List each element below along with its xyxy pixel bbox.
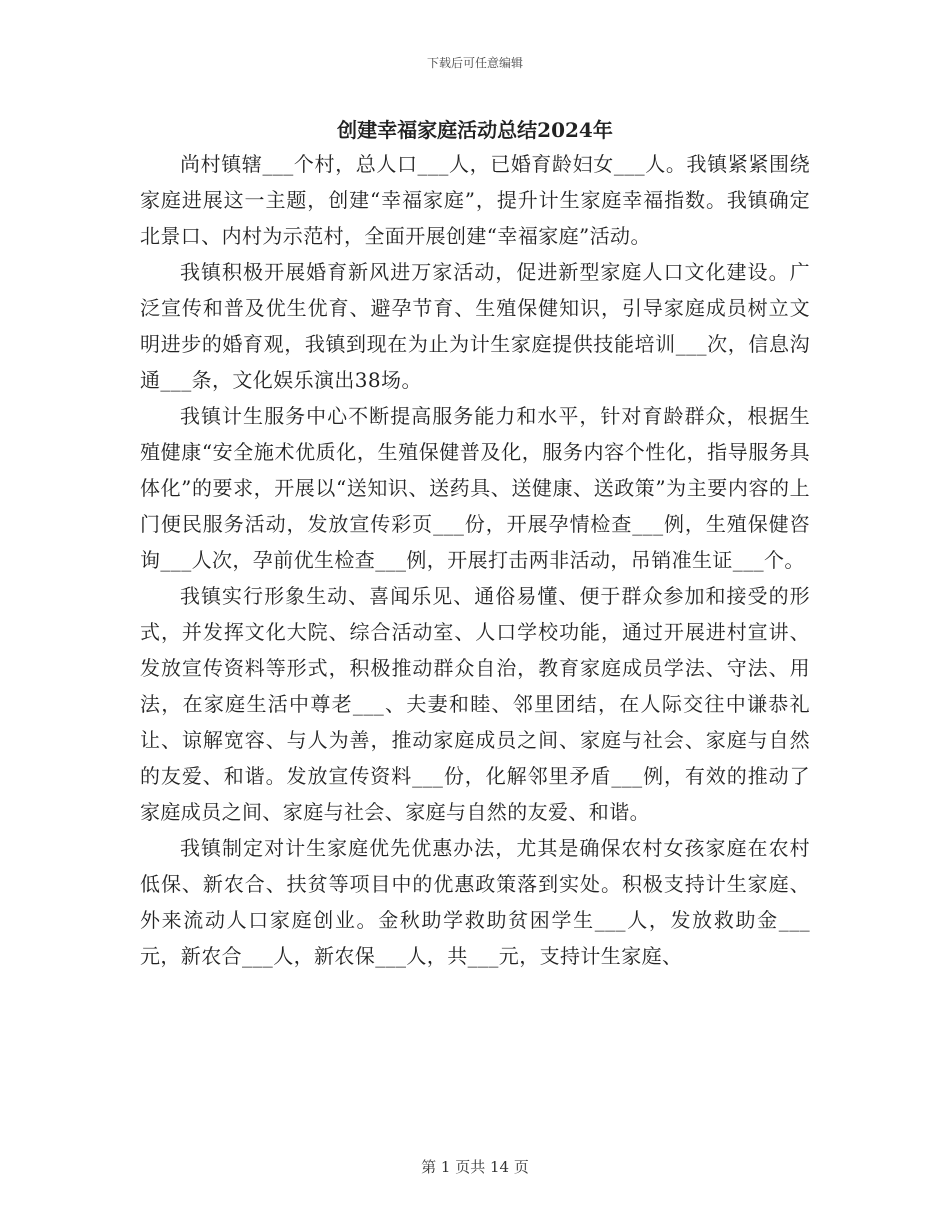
paragraph-5: 我镇制定对计生家庭优先优惠办法，尤其是确保农村女孩家庭在农村低保、新农合、扶贫等项目中的优惠政策落到实处。积极支持计生家庭、外来流动人口家庭创业。金秋助学救助贫困学生___人，发放救助金___元，新农合___人，新农保___人，共___元，支持计生家庭、 xyxy=(140,836,810,968)
document-title: 创建幸福家庭活动总结2024年 xyxy=(337,118,613,142)
paragraph-4: 我镇实行形象生动、喜闻乐见、通俗易懂、便于群众参加和接受的形式，并发挥文化大院、综合活动室、人口学校功能，通过开展进村宣讲、发放宣传资料等形式，积极推动群众自治，教育家庭成员学法、守法、用法，在家庭生活中尊老___、夫妻和睦、邻里团结，在人际交往中谦恭礼让、谅解宽容、与人为善，推动家庭成员之间、家庭与社会、家庭与自然的友爱、和谐。发放宣传资料___份，化解邻里矛盾___例，有效的推动了家庭成员之间、家庭与社会、家庭与自然的友爱、和谐。 xyxy=(140,584,810,824)
paragraph-3: 我镇计生服务中心不断提高服务能力和水平，针对育龄群众，根据生殖健康“安全施术优质化，生殖保健普及化，服务内容个性化，指导服务具体化”的要求，开展以“送知识、送药具、送健康、送政策”为主要内容的上门便民服务活动，发放宣传彩页___份，开展孕情检查___例，生殖保健咨询___人次，孕前优生检查___例，开展打击两非活动，吊销准生证___个。 xyxy=(140,404,810,572)
page-footer: 第 1 页共 14 页 xyxy=(421,1158,529,1176)
document-body xyxy=(140,146,810,974)
paragraph-1: 尚村镇辖___个村，总人口___人，已婚育龄妇女___人。我镇紧紧围绕家庭进展这一主题，创建“幸福家庭”，提升计生家庭幸福指数。我镇确定北景口、内村为示范村，全面开展创建“幸福家庭”活动。 xyxy=(140,152,810,248)
paragraph-2: 我镇积极开展婚育新风进万家活动，促进新型家庭人口文化建设。广泛宣传和普及优生优育、避孕节育、生殖保健知识，引导家庭成员树立文明进步的婚育观，我镇到现在为止为计生家庭提供技能培训___次，信息沟通___条，文化娱乐演出38场。 xyxy=(140,260,810,392)
header-note: 下载后可任意编辑 xyxy=(426,56,523,70)
